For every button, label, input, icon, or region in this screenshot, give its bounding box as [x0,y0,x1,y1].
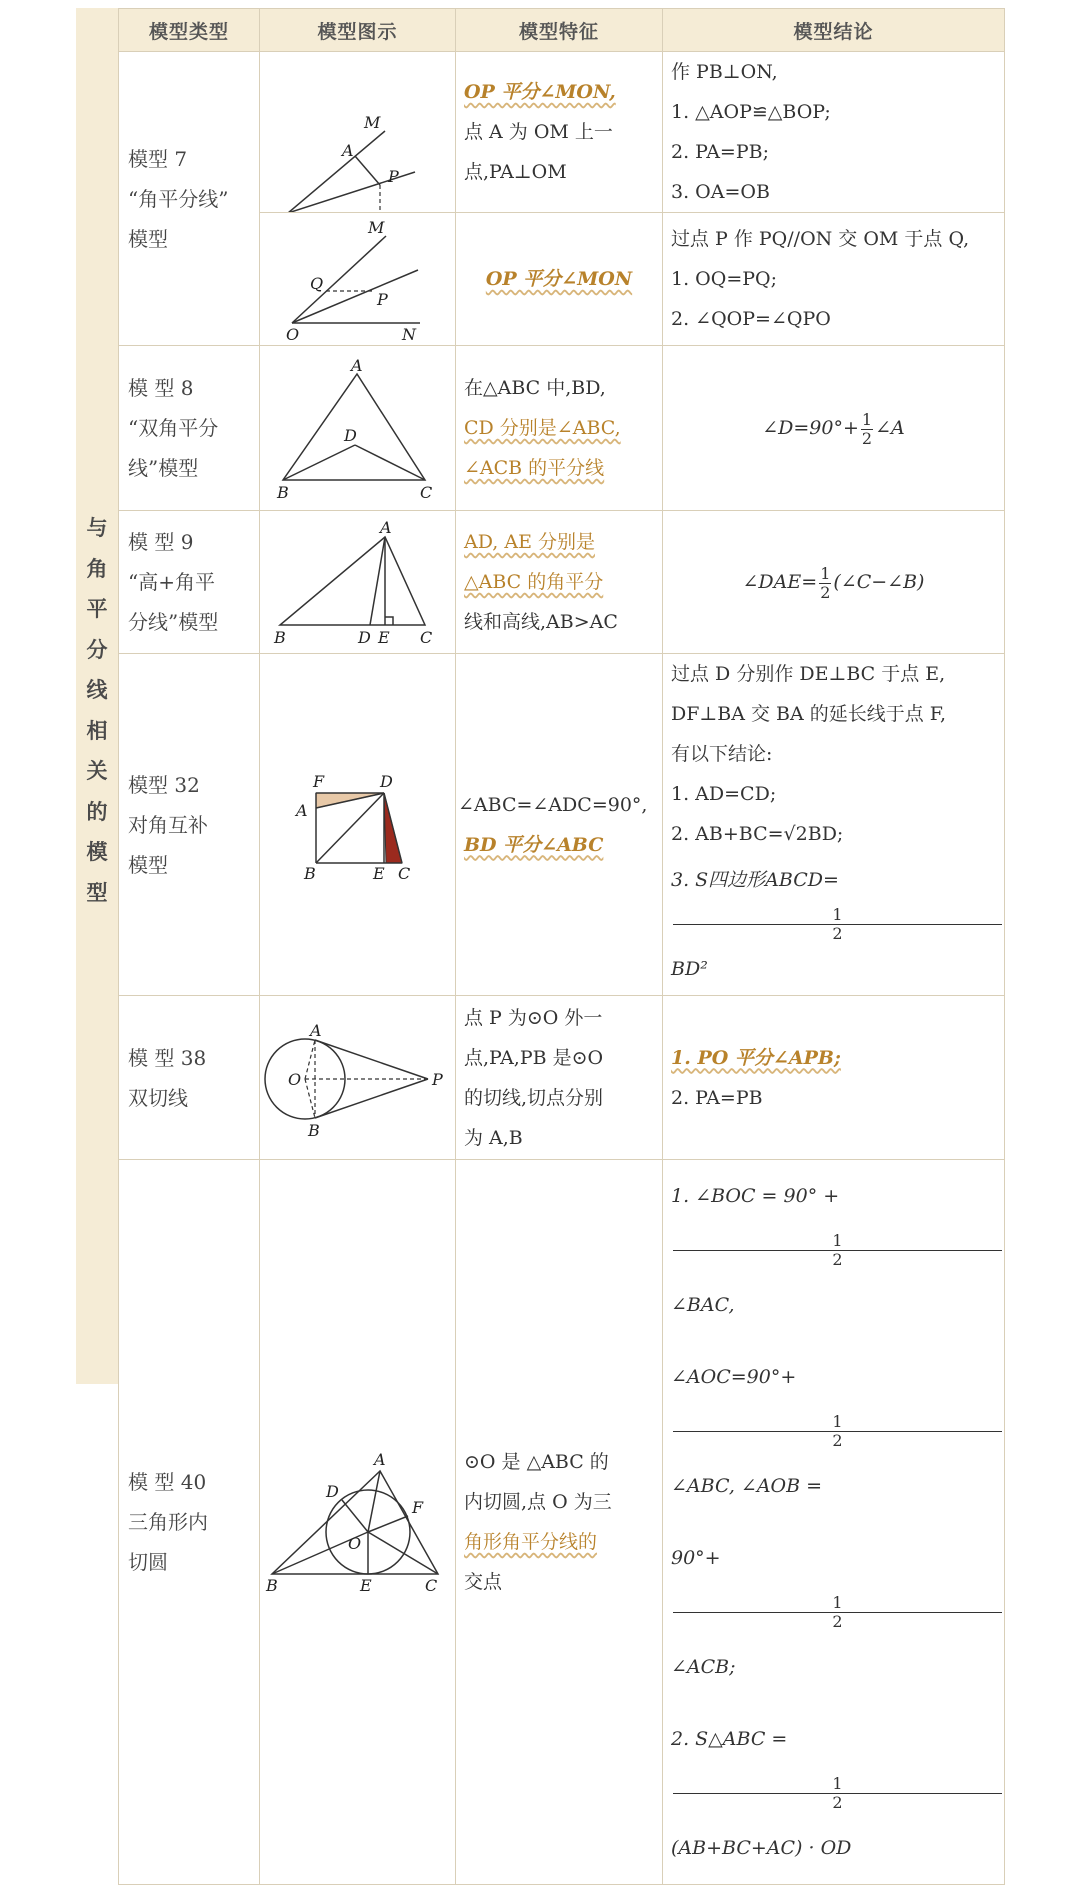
label-f: F [412,1497,424,1517]
model-9-name [119,511,260,654]
label-b: B [308,1121,320,1140]
label-a: A [310,1021,322,1040]
label-b: B [277,483,289,502]
feature-line: 内切圆,点 O 为三 [464,1491,612,1513]
side-char: 平 [86,597,108,621]
conclusion-line: 2. ∠QOP=∠QPO [671,308,831,330]
feature-line: ⊙O 是 △ABC 的 [464,1451,609,1473]
model-40-figure [260,1160,456,1885]
label-o: O [288,1070,302,1089]
side-char: 相 [86,718,108,743]
feature-line: 点,PA,PB 是⊙O [464,1046,604,1069]
fraction [673,1594,1002,1631]
label-b: B [304,863,316,883]
name-line: 模 型 8 [128,376,194,400]
height-bisector-diagram [260,511,455,653]
side-char: 型 [86,880,108,905]
formula-part: 90°+ [671,1547,721,1569]
side-char: 关 [86,759,108,783]
model-40-feature [456,1160,663,1885]
feature-line: 的切线,切点分别 [464,1086,604,1109]
fraction [673,906,1002,943]
conclusion-line: 1. △AOP≌△BOP; [671,101,831,123]
fraction [819,565,831,602]
conclusion-line [671,1522,1004,1703]
header-row [119,9,1005,52]
conclusion-line: DF⊥BA 交 BA 的延长线于点 F, [671,703,947,725]
label-f: F [313,771,325,791]
fraction-den: 2 [832,924,843,943]
side-char: 的 [86,799,108,824]
header-conclusion: 模型结论 [663,9,1005,52]
formula-part: (∠C−∠B) [833,571,925,593]
feature-line: CD 分别是∠ABC, [464,417,621,439]
side-char: 与 [86,516,108,540]
model-8-conclusion [663,346,1005,511]
side-char: 角 [86,556,108,581]
formula-part: 3. S四边形ABCD= [671,869,839,891]
feature-line: ∠ACB 的平分线 [464,457,605,479]
model-8-name [119,346,260,511]
label-b: B [274,628,286,647]
formula-part: 2. S△ABC = [671,1728,788,1750]
model-38-conclusion [663,996,1005,1160]
label-e: E [360,1575,372,1595]
model-32-name [119,654,260,996]
fraction-num: 1 [673,1594,1002,1613]
model-7a-feature [456,52,663,213]
side-char: 分 [86,637,108,662]
feature-line: 为 A,B [464,1126,523,1149]
model-32-conclusion [663,654,1005,996]
conclusion-line: 3. OA=OB [671,181,770,203]
table-row-model-9 [119,511,1005,654]
feature-line: BD 平分∠ABC [464,833,604,856]
model-9-conclusion [663,511,1005,654]
fraction-num: 1 [673,1775,1002,1794]
model-9-figure [260,511,456,654]
label-d: D [380,771,393,791]
model-7b-figure [260,213,456,346]
conclusion-line: 过点 P 作 PQ//ON 交 OM 于点 Q, [671,228,970,250]
side-title-column [76,8,119,1384]
fraction-den: 2 [832,1793,843,1812]
conclusion-line [671,1341,1004,1522]
label-n: N [402,325,416,344]
fraction-num: 1 [820,563,831,583]
fraction-den: 2 [820,582,831,602]
formula-part: BD² [671,958,708,980]
model-38-figure [260,996,456,1160]
conclusion-line: 2. PA=PB; [671,141,769,163]
conclusion-line: 2. PA=PB [671,1086,763,1109]
conclusion-line: 作 PB⊥ON, [671,61,778,83]
model-7a-figure [260,52,456,213]
feature-line: ∠ABC=∠ADC=90°, [458,793,648,816]
model-7a-conclusion [663,52,1005,213]
conclusion-line: 2. AB+BC=√2BD; [671,823,844,845]
name-line: 模型 32 [128,772,200,797]
model-7b-feature [456,213,663,346]
label-q: Q [310,274,324,293]
formula-part: ∠AOC=90°+ [671,1366,797,1388]
conclusion-line: 过点 D 分别作 DE⊥BC 于点 E, [671,663,946,685]
feature-line: 点 A 为 OM 上一 [464,121,613,143]
side-title [76,508,118,913]
model-8-figure [260,346,456,511]
name-line: “角平分线” [128,186,229,211]
name-line: “双角平分 [128,416,219,440]
model-40-name [119,1160,260,1885]
conclusion-line: 有以下结论: [671,743,773,765]
label-d: D [358,628,371,647]
name-line: 模型 [128,852,168,877]
formula-part: ∠A [875,417,905,439]
label-a: A [380,518,392,537]
feature-line: △ABC 的角平分 [464,571,604,593]
supplementary-quad-diagram [260,683,455,967]
fraction-num: 1 [861,409,873,429]
fraction [673,1413,1002,1450]
angle-bisector-parallel-diagram [260,213,455,345]
formula-part: ∠BAC, [671,1294,735,1316]
feature-line: 线和高线,AB>AC [464,611,618,633]
label-c: C [398,863,411,883]
name-line: 分线”模型 [128,610,219,634]
fraction-den: 2 [861,428,873,448]
feature-line: OP 平分∠MON [485,268,633,290]
formula-part: ∠DAE= [742,571,818,593]
conclusion-line: 1. PO 平分∠APB; [671,1046,841,1069]
label-o: O [348,1533,362,1553]
name-line: 模型 7 [128,146,188,171]
fraction-den: 2 [832,1612,843,1631]
feature-line: 角形角平分线的 [464,1531,598,1553]
name-line: 三角形内 [128,1510,208,1534]
header-figure: 模型图示 [260,9,456,52]
feature-line: 点,PA⊥OM [464,161,567,183]
model-38-name [119,996,260,1160]
label-b: B [266,1575,278,1595]
conclusion-line [671,1703,1004,1884]
label-p: P [432,1070,443,1089]
conclusion-area-line [671,854,1004,995]
name-line: 模 型 9 [128,530,194,554]
name-line: “高+角平 [128,570,215,594]
fraction [673,1232,1002,1269]
fraction-num: 1 [673,906,1002,925]
table-row-model-7a [119,52,1005,213]
label-a: A [342,141,354,160]
label-c: C [425,1575,438,1595]
name-line: 模型 [128,226,168,251]
model-32-figure [260,654,456,996]
label-m: M [364,113,381,132]
label-d: D [326,1481,339,1501]
table-row-model-38 [119,996,1005,1160]
table-row-model-40 [119,1160,1005,1885]
fraction-num: 1 [673,1232,1002,1251]
name-line: 对角互补 [128,812,208,837]
fraction [673,1775,1002,1812]
label-a: A [374,1449,386,1469]
label-m: M [368,218,385,237]
side-char: 线 [86,678,108,702]
formula-part: (AB+BC+AC) · OD [671,1837,852,1859]
model-38-feature [456,996,663,1160]
fraction-den: 2 [832,1431,843,1450]
table-row-model-32 [119,654,1005,996]
double-bisector-diagram [260,346,455,510]
name-line: 切圆 [128,1550,168,1574]
label-e: E [373,863,385,883]
name-line: 线”模型 [128,456,199,480]
feature-line: 在△ABC 中,BD, [464,377,606,399]
feature-line: OP 平分∠MON, [464,81,616,103]
angle-bisector-perp-diagram [260,52,455,212]
feature-line: AD, AE 分别是 [464,531,595,553]
formula-part: ∠D=90°+ [762,417,859,439]
model-32-feature [456,654,663,996]
label-o: O [286,325,300,344]
model-8-feature [456,346,663,511]
label-c: C [420,628,433,647]
model-9-feature [456,511,663,654]
name-line: 模 型 40 [128,1470,207,1494]
fraction [861,411,873,448]
label-p: P [377,290,388,309]
formula-part: ∠ACB; [671,1656,736,1678]
label-a: A [296,800,308,820]
header-feature: 模型特征 [456,9,663,52]
table-row-model-8 [119,346,1005,511]
incircle-diagram [260,1379,455,1666]
name-line: 模 型 38 [128,1045,207,1070]
label-e: E [378,628,390,647]
fraction-den: 2 [832,1250,843,1269]
formula-part: 1. ∠BOC = 90° + [671,1185,840,1207]
conclusion-line: 1. OQ=PQ; [671,268,778,290]
conclusion-line: 1. AD=CD; [671,783,777,805]
feature-line: 点 P 为⊙O 外一 [464,1006,603,1029]
feature-line: 交点 [464,1571,503,1593]
header-type: 模型类型 [119,9,260,52]
formula-part: ∠ABC, ∠AOB = [671,1475,823,1497]
model-40-conclusion [663,1160,1005,1885]
label-p: P [388,167,399,186]
label-c: C [420,483,433,502]
label-a: A [351,356,363,375]
conclusion-line [671,1160,1004,1341]
fraction-num: 1 [673,1413,1002,1432]
name-line: 双切线 [128,1085,188,1110]
double-tangent-diagram [260,996,455,1159]
model-7-name [119,52,260,346]
model-table [118,8,1005,1885]
model-7b-conclusion [663,213,1005,346]
side-char: 模 [86,840,108,864]
label-d: D [344,426,357,445]
